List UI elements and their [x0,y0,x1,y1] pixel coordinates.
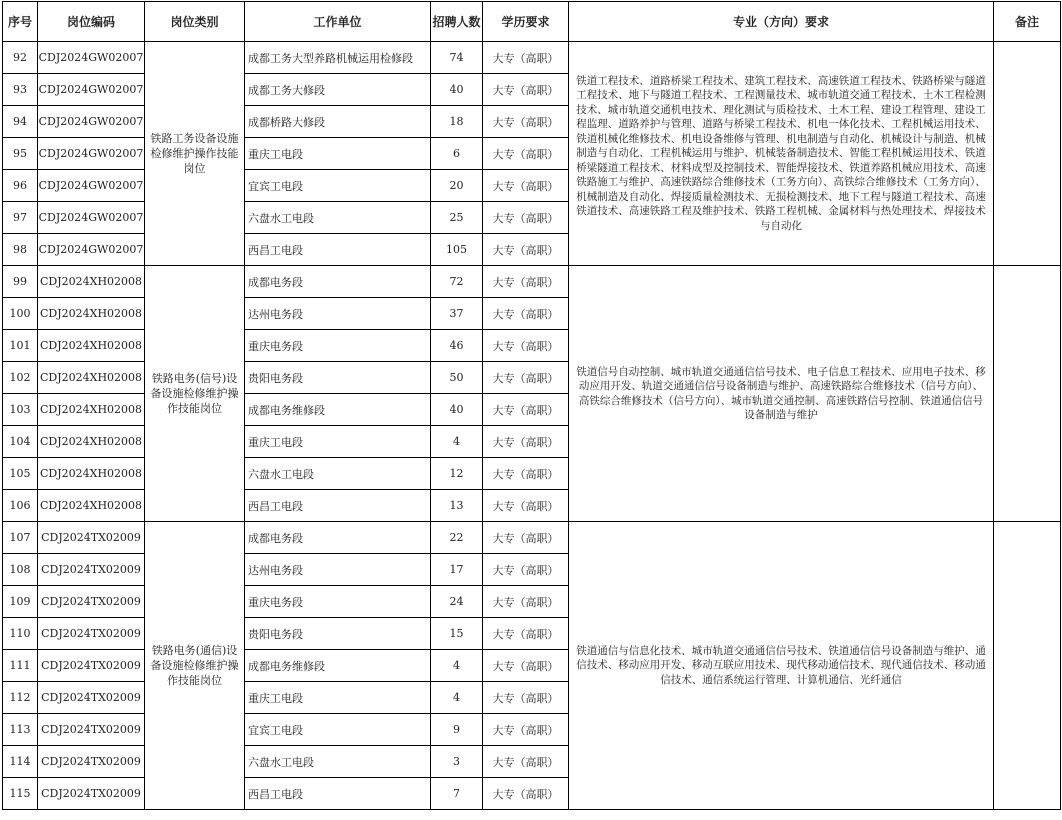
cell-count: 22 [431,522,483,554]
cell-code: CDJ2024XH02008 [38,298,145,330]
cell-education: 大专（高职） [483,106,569,138]
cell-count: 9 [431,714,483,746]
cell-count: 37 [431,298,483,330]
cell-unit: 西昌工电段 [245,234,431,266]
cell-no: 93 [3,74,38,106]
cell-unit: 重庆工电段 [245,426,431,458]
table-row [3,266,1061,298]
cell-count: 20 [431,170,483,202]
cell-major: 铁道信号自动控制、城市轨道交通通信信号技术、电子信息工程技术、应用电子技术、移动应用开发、轨道交通通信信号设备制造与维护、高速铁路综合维修技术（信号方向）、高铁综合维修技术（信号方向）、城市轨道交通控制、高速铁路信号控制、铁道通信信号设备制造与维护 [569,266,994,522]
cell-unit: 宜宾工电段 [245,170,431,202]
cell-major: 铁道工程技术、道路桥梁工程技术、建筑工程技术、高速铁道工程技术、铁路桥梁与隧道工程技术、地下与隧道工程技术、工程测量技术、城市轨道交通工程技术、土木工程检测技术、城市轨道交通机电技术、理化测试与质检技术、土木工程、建设工程管理、建设工程监理、道路养护与管理、道路与桥梁工程技术、机电一体化技术、工程机械运用技术、铁道机械化维修技术、机电设备维修与管理、机电制造与自动化、机械设计与制造、机械制造与自动化、工程机械运用与维护、机械装备制造技术、智能工程机械运用技术、铁道桥梁隧道工程技术、材料成型及控制技术、智能焊接技术、铁道养路机械应用技术、高速铁路施工与维护、高速铁路综合维修技术（工务方向）、高铁综合维修技术（工务方向）、机械制造及自动化、焊接质量检测技术、无损检测技术、地下工程与隧道工程技术、高速铁道技术、高速铁路工程及维护技术、铁路工程机械、金属材料与热处理技术、焊接技术与自动化 [569,42,994,266]
cell-code: CDJ2024TX02009 [38,586,145,618]
cell-count: 7 [431,778,483,810]
cell-education: 大专（高职） [483,458,569,490]
cell-no: 107 [3,522,38,554]
header-count: 招聘人数 [431,2,483,42]
cell-count: 13 [431,490,483,522]
cell-no: 114 [3,746,38,778]
cell-no: 111 [3,650,38,682]
cell-education: 大专（高职） [483,618,569,650]
cell-code: CDJ2024TX02009 [38,618,145,650]
cell-code: CDJ2024XH02008 [38,394,145,426]
cell-code: CDJ2024TX02009 [38,554,145,586]
header-unit: 工作单位 [245,2,431,42]
cell-code: CDJ2024XH02008 [38,426,145,458]
cell-unit: 贵阳电务段 [245,618,431,650]
header-note: 备注 [994,2,1061,42]
cell-count: 6 [431,138,483,170]
cell-code: CDJ2024TX02009 [38,522,145,554]
cell-education: 大专（高职） [483,266,569,298]
cell-count: 25 [431,202,483,234]
cell-unit: 宜宾工电段 [245,714,431,746]
cell-unit: 成都工务大型养路机械运用检修段 [245,42,431,74]
cell-education: 大专（高职） [483,586,569,618]
header-row [3,2,1061,42]
cell-note [994,266,1061,522]
cell-no: 95 [3,138,38,170]
cell-count: 4 [431,650,483,682]
cell-count: 40 [431,394,483,426]
cell-education: 大专（高职） [483,778,569,810]
cell-count: 17 [431,554,483,586]
cell-count: 46 [431,330,483,362]
cell-code: CDJ2024GW02007 [38,138,145,170]
table-row [3,522,1061,554]
cell-no: 104 [3,426,38,458]
cell-no: 100 [3,298,38,330]
cell-education: 大专（高职） [483,650,569,682]
cell-code: CDJ2024GW02007 [38,234,145,266]
table-body [3,42,1061,810]
cell-education: 大专（高职） [483,202,569,234]
cell-no: 96 [3,170,38,202]
cell-count: 40 [431,74,483,106]
cell-code: CDJ2024GW02007 [38,42,145,74]
cell-no: 112 [3,682,38,714]
cell-count: 12 [431,458,483,490]
cell-no: 94 [3,106,38,138]
cell-no: 102 [3,362,38,394]
cell-no: 108 [3,554,38,586]
cell-unit: 重庆工电段 [245,138,431,170]
cell-note [994,42,1061,266]
cell-unit: 达州电务段 [245,554,431,586]
cell-no: 101 [3,330,38,362]
cell-unit: 成都电务段 [245,522,431,554]
cell-code: CDJ2024GW02007 [38,202,145,234]
cell-education: 大专（高职） [483,394,569,426]
cell-education: 大专（高职） [483,298,569,330]
header-code: 岗位编码 [38,2,145,42]
cell-unit: 六盘水工电段 [245,202,431,234]
cell-unit: 西昌工电段 [245,490,431,522]
cell-code: CDJ2024XH02008 [38,362,145,394]
cell-education: 大专（高职） [483,746,569,778]
cell-count: 72 [431,266,483,298]
cell-unit: 六盘水工电段 [245,746,431,778]
table-row [3,42,1061,74]
cell-code: CDJ2024TX02009 [38,778,145,810]
cell-no: 103 [3,394,38,426]
header-major: 专业（方向）要求 [569,2,994,42]
cell-code: CDJ2024TX02009 [38,650,145,682]
cell-no: 98 [3,234,38,266]
cell-education: 大专（高职） [483,714,569,746]
cell-count: 105 [431,234,483,266]
cell-no: 110 [3,618,38,650]
cell-no: 115 [3,778,38,810]
cell-education: 大专（高职） [483,682,569,714]
cell-count: 74 [431,42,483,74]
cell-no: 109 [3,586,38,618]
header-category: 岗位类别 [145,2,245,42]
cell-no: 113 [3,714,38,746]
cell-unit: 成都电务维修段 [245,394,431,426]
cell-code: CDJ2024GW02007 [38,74,145,106]
cell-category: 铁路电务(通信)设备设施检修维护操作技能岗位 [145,522,245,810]
cell-unit: 贵阳电务段 [245,362,431,394]
cell-unit: 重庆电务段 [245,330,431,362]
recruitment-table [2,1,1061,810]
cell-education: 大专（高职） [483,138,569,170]
cell-no: 97 [3,202,38,234]
cell-unit: 达州电务段 [245,298,431,330]
cell-unit: 西昌工电段 [245,778,431,810]
header-no: 序号 [3,2,38,42]
cell-code: CDJ2024XH02008 [38,330,145,362]
cell-count: 18 [431,106,483,138]
cell-code: CDJ2024TX02009 [38,746,145,778]
cell-no: 105 [3,458,38,490]
cell-no: 99 [3,266,38,298]
cell-education: 大专（高职） [483,490,569,522]
cell-code: CDJ2024XH02008 [38,458,145,490]
cell-count: 4 [431,682,483,714]
header-education: 学历要求 [483,2,569,42]
cell-major: 铁道通信与信息化技术、城市轨道交通通信信号技术、铁道通信信号设备制造与维护、通信技术、移动应用开发、移动互联应用技术、现代移动通信技术、现代通信技术、移动通信技术、通信系统运行管理、计算机通信、光纤通信 [569,522,994,810]
cell-no: 92 [3,42,38,74]
cell-education: 大专（高职） [483,74,569,106]
cell-unit: 成都电务段 [245,266,431,298]
cell-education: 大专（高职） [483,362,569,394]
cell-unit: 成都工务大修段 [245,74,431,106]
cell-code: CDJ2024XH02008 [38,266,145,298]
cell-education: 大专（高职） [483,426,569,458]
cell-unit: 成都桥路大修段 [245,106,431,138]
cell-education: 大专（高职） [483,522,569,554]
cell-education: 大专（高职） [483,42,569,74]
cell-count: 3 [431,746,483,778]
cell-category: 铁路工务设备设施检修维护操作技能岗位 [145,42,245,266]
cell-count: 15 [431,618,483,650]
cell-category: 铁路电务(信号)设备设施检修维护操作技能岗位 [145,266,245,522]
cell-code: CDJ2024XH02008 [38,490,145,522]
cell-note [994,522,1061,810]
cell-count: 4 [431,426,483,458]
cell-code: CDJ2024GW02007 [38,106,145,138]
cell-code: CDJ2024GW02007 [38,170,145,202]
cell-education: 大专（高职） [483,330,569,362]
cell-code: CDJ2024TX02009 [38,682,145,714]
cell-code: CDJ2024TX02009 [38,714,145,746]
cell-education: 大专（高职） [483,170,569,202]
cell-education: 大专（高职） [483,234,569,266]
cell-education: 大专（高职） [483,554,569,586]
cell-unit: 成都电务维修段 [245,650,431,682]
cell-unit: 重庆电务段 [245,586,431,618]
cell-count: 24 [431,586,483,618]
cell-no: 106 [3,490,38,522]
cell-unit: 六盘水工电段 [245,458,431,490]
cell-unit: 重庆工电段 [245,682,431,714]
cell-count: 50 [431,362,483,394]
